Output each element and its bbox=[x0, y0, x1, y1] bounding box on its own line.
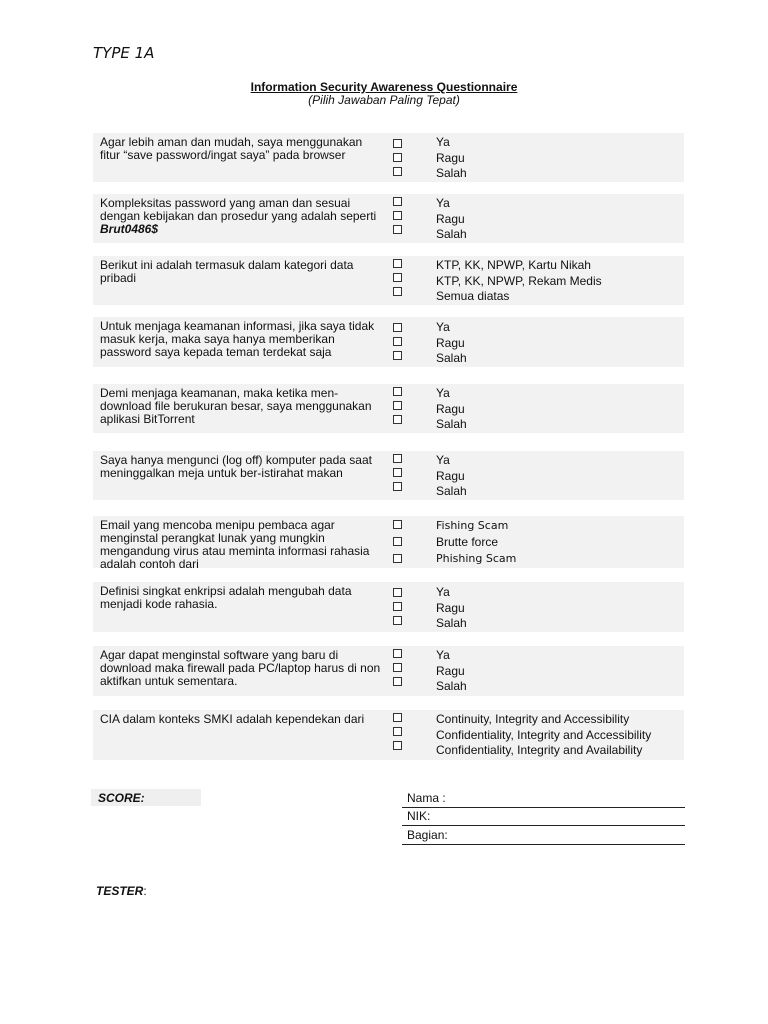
checkbox-q6-option-2[interactable] bbox=[393, 468, 402, 477]
question-checkboxes-7 bbox=[393, 520, 402, 568]
checkbox-q1-option-3[interactable] bbox=[393, 167, 402, 176]
checkbox-q3-option-3[interactable] bbox=[393, 287, 402, 296]
checkbox-q7-option-1[interactable] bbox=[393, 520, 402, 529]
question-text-5: Demi menjaga keamanan, maka ketika men-download file berukuran besar, saya menggunakan aplikasi BitTorrent bbox=[100, 386, 372, 426]
question-checkboxes-5 bbox=[393, 387, 402, 429]
question-checkboxes-9 bbox=[393, 649, 402, 691]
checkbox-q6-option-1[interactable] bbox=[393, 454, 402, 463]
option-label: Salah bbox=[436, 616, 467, 630]
checkbox-q4-option-1[interactable] bbox=[393, 323, 402, 332]
checkbox-q10-option-1[interactable] bbox=[393, 713, 402, 722]
question-options-10 bbox=[436, 712, 651, 759]
question-text-10: CIA dalam konteks SMKI adalah kependekan dari bbox=[100, 712, 365, 726]
question-checkboxes-2 bbox=[393, 197, 402, 239]
option-label: Ya bbox=[436, 585, 450, 599]
checkbox-q4-option-3[interactable] bbox=[393, 351, 402, 360]
password-example: Brut0486$ bbox=[100, 222, 159, 236]
checkbox-q9-option-3[interactable] bbox=[393, 677, 402, 686]
document-type-label: TYPE 1A bbox=[93, 44, 155, 62]
bagian-field[interactable] bbox=[402, 826, 685, 845]
option-label: KTP, KK, NPWP, Kartu Nikah bbox=[436, 258, 591, 272]
question-block-2 bbox=[93, 194, 684, 243]
document-header bbox=[0, 80, 768, 107]
checkbox-q3-option-1[interactable] bbox=[393, 259, 402, 268]
option-label: Salah bbox=[436, 351, 467, 365]
option-label: Ragu bbox=[436, 335, 465, 350]
option-label: Ragu bbox=[436, 663, 465, 678]
question-text-3: Berikut ini adalah termasuk dalam kategori data pribadi bbox=[100, 258, 354, 285]
question-options-3 bbox=[436, 258, 602, 305]
tester-label: TESTER bbox=[96, 884, 144, 898]
option-label: Salah bbox=[436, 166, 467, 180]
question-text-7: Email yang mencoba menipu pembaca agar menginstal perangkat lunak yang mungkin mengandung virus atau meminta informasi rahasia adalah contoh dari bbox=[100, 518, 370, 571]
question-checkboxes-10 bbox=[393, 713, 402, 755]
checkbox-q9-option-1[interactable] bbox=[393, 649, 402, 658]
checkbox-q5-option-3[interactable] bbox=[393, 415, 402, 424]
question-checkboxes-3 bbox=[393, 259, 402, 301]
question-text-1: Agar lebih aman dan mudah, saya menggunakan fitur “save password/ingat saya” pada browser bbox=[100, 135, 363, 162]
question-text-2 bbox=[100, 197, 382, 236]
question-checkboxes-1 bbox=[393, 139, 402, 181]
score-box bbox=[91, 789, 201, 806]
checkbox-q7-option-2[interactable] bbox=[393, 537, 402, 546]
option-label: Salah bbox=[436, 484, 467, 498]
question-block-7 bbox=[93, 516, 684, 571]
score-label: SCORE: bbox=[98, 791, 145, 805]
question-options-6 bbox=[436, 453, 467, 500]
option-label: Ragu bbox=[436, 600, 465, 615]
question-text-6: Saya hanya mengunci (log off) komputer pada saat meninggalkan meja untuk ber-istirahat makan bbox=[100, 453, 372, 480]
option-label: Salah bbox=[436, 679, 467, 693]
question-checkboxes-4 bbox=[393, 323, 402, 365]
option-label: Ya bbox=[436, 320, 450, 334]
question-checkboxes-6 bbox=[393, 454, 402, 496]
checkbox-q6-option-3[interactable] bbox=[393, 482, 402, 491]
question-text-8: Definisi singkat enkripsi adalah mengubah data menjadi kode rahasia. bbox=[100, 584, 352, 611]
option-label: Fishing Scam bbox=[436, 519, 509, 532]
option-label: Ragu bbox=[436, 150, 465, 165]
option-label: Ragu bbox=[436, 401, 465, 416]
question-options-4 bbox=[436, 320, 467, 367]
bagian-label: Bagian: bbox=[407, 828, 448, 842]
question-options-8 bbox=[436, 585, 467, 632]
nik-label: NIK: bbox=[407, 809, 431, 823]
question-options-2 bbox=[436, 196, 467, 243]
question-text-9: Agar dapat menginstal software yang baru di download maka firewall pada PC/laptop harus di non aktifkan untuk sementara. bbox=[100, 648, 381, 688]
question-options-5 bbox=[436, 386, 467, 433]
option-label: Ya bbox=[436, 648, 450, 662]
checkbox-q9-option-2[interactable] bbox=[393, 663, 402, 672]
option-label: Continuity, Integrity and Accessibility bbox=[436, 712, 630, 726]
question-options-1 bbox=[436, 135, 467, 182]
question-text-2-main: Kompleksitas password yang aman dan sesuai dengan kebijakan dan prosedur yang adalah seperti bbox=[100, 196, 377, 223]
checkbox-q10-option-2[interactable] bbox=[393, 727, 402, 736]
option-label: KTP, KK, NPWP, Rekam Medis bbox=[436, 273, 602, 288]
checkbox-q2-option-2[interactable] bbox=[393, 211, 402, 220]
option-label: Ragu bbox=[436, 468, 465, 483]
option-label: Confidentiality, Integrity and Accessibility bbox=[436, 727, 652, 742]
questionnaire-subtitle: (Pilih Jawaban Paling Tepat) bbox=[308, 93, 460, 107]
option-label: Ragu bbox=[436, 211, 465, 226]
questionnaire-title: Information Security Awareness Questionnaire bbox=[250, 80, 518, 94]
option-label: Ya bbox=[436, 196, 450, 210]
checkbox-q2-option-3[interactable] bbox=[393, 225, 402, 234]
nik-field[interactable] bbox=[402, 807, 685, 826]
option-label: Ya bbox=[436, 135, 450, 149]
checkbox-q10-option-3[interactable] bbox=[393, 741, 402, 750]
option-label: Ya bbox=[436, 453, 450, 467]
question-checkboxes-8 bbox=[393, 588, 402, 630]
checkbox-q2-option-1[interactable] bbox=[393, 197, 402, 206]
question-options-7 bbox=[436, 518, 516, 567]
question-block-9 bbox=[93, 646, 684, 696]
nama-field[interactable] bbox=[402, 789, 685, 808]
option-label: Confidentiality, Integrity and Availability bbox=[436, 743, 643, 757]
question-block-5 bbox=[93, 384, 684, 433]
question-block-4 bbox=[93, 317, 684, 367]
checkbox-q4-option-2[interactable] bbox=[393, 337, 402, 346]
checkbox-q1-option-1[interactable] bbox=[393, 139, 402, 148]
option-label: Salah bbox=[436, 417, 467, 431]
question-block-3 bbox=[93, 256, 684, 305]
option-label: Brutte force bbox=[436, 535, 499, 549]
option-label: Ya bbox=[436, 386, 450, 400]
question-block-8 bbox=[93, 582, 684, 632]
question-options-9 bbox=[436, 648, 467, 695]
checkbox-q5-option-1[interactable] bbox=[393, 387, 402, 396]
question-block-1 bbox=[93, 133, 684, 182]
nama-label: Nama : bbox=[407, 791, 446, 805]
tester-line bbox=[96, 884, 147, 898]
tester-colon: : bbox=[143, 884, 147, 898]
checkbox-q7-option-3[interactable] bbox=[393, 554, 402, 563]
checkbox-q8-option-1[interactable] bbox=[393, 588, 402, 597]
checkbox-q8-option-2[interactable] bbox=[393, 602, 402, 611]
option-label: Semua diatas bbox=[436, 289, 510, 303]
question-text-4: Untuk menjaga keamanan informasi, jika saya tidak masuk kerja, maka saya hanya memberikan password saya kepada teman terdekat saja bbox=[100, 319, 375, 359]
option-label: Salah bbox=[436, 227, 467, 241]
checkbox-q1-option-2[interactable] bbox=[393, 153, 402, 162]
question-block-10 bbox=[93, 710, 684, 760]
option-label: Phishing Scam bbox=[436, 552, 517, 565]
question-block-6 bbox=[93, 451, 684, 500]
checkbox-q5-option-2[interactable] bbox=[393, 401, 402, 410]
checkbox-q3-option-2[interactable] bbox=[393, 273, 402, 282]
checkbox-q8-option-3[interactable] bbox=[393, 616, 402, 625]
